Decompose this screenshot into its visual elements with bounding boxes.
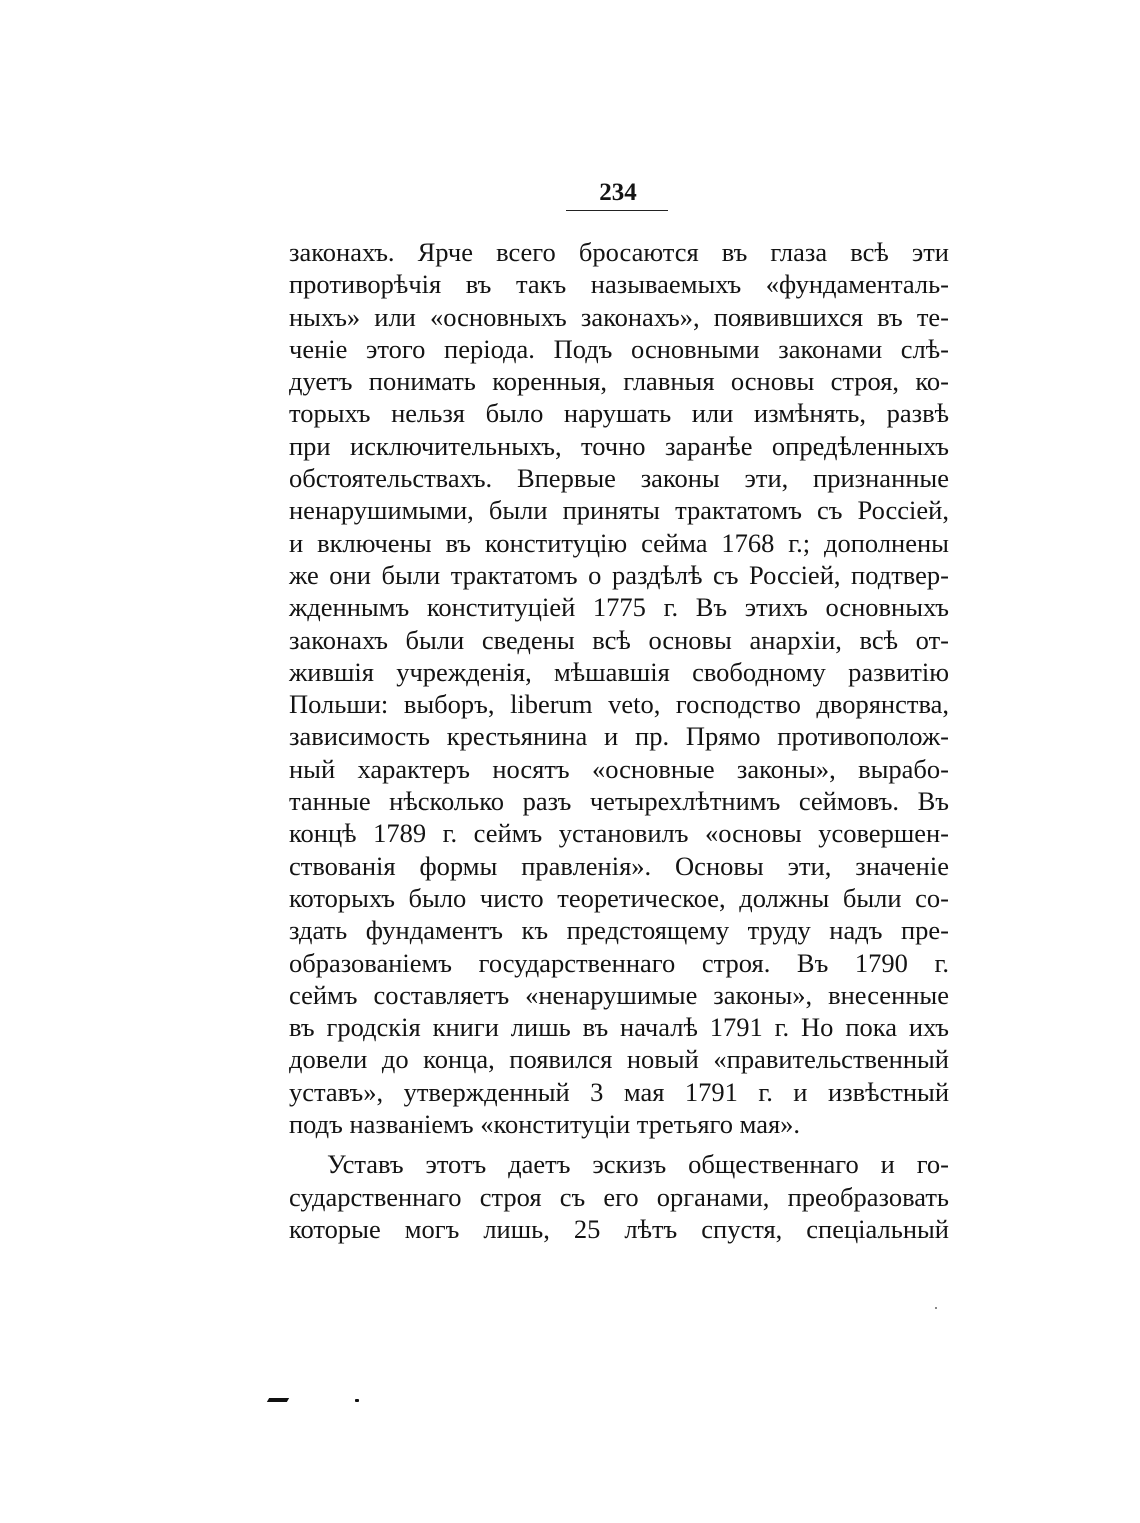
page-number: 234	[599, 179, 637, 206]
text-line: ный характеръ носятъ «основные законы», вырабо-	[289, 753, 949, 784]
text-line: ченіе этого періода. Подъ основными законами слѣ-	[289, 333, 949, 364]
text-line: довели до конца, появился новый «правительственный	[289, 1044, 949, 1075]
text-line: здать фундаментъ къ предстоящему труду надъ пре-	[289, 915, 949, 946]
paragraph	[289, 236, 949, 1140]
body-text	[289, 236, 949, 1245]
text-line: танные нѣсколько разъ четырехлѣтнимъ сеймовъ. Въ	[289, 786, 949, 817]
text-line: законахъ. Ярче всего бросаются въ глаза всѣ эти	[289, 237, 949, 267]
text-line: ствованія формы правленія». Основы эти, значеніе	[289, 850, 949, 881]
text-line: подъ названіемъ «конституціи третьяго мая».	[289, 1109, 801, 1140]
text-line: Уставъ этотъ даетъ эскизъ общественнаго и го-	[327, 1149, 949, 1180]
text-line: обстоятельствахъ. Впервые законы эти, признанные	[289, 463, 949, 494]
text-line: сударственнаго строя съ его органами, преобразовать	[289, 1181, 949, 1212]
text-line: сеймъ составляетъ «ненарушимые законы», внесенные	[289, 979, 949, 1010]
text-line: которые могъ лишь, 25 лѣтъ спустя, спеціальный	[289, 1213, 949, 1244]
text-line: ныхъ» или «основныхъ законахъ», появившихся въ те-	[289, 301, 949, 332]
text-line: торыхъ нельзя было нарушать или измѣнять, развѣ	[289, 398, 949, 429]
paragraph	[289, 1148, 949, 1245]
scan-mark	[935, 1307, 937, 1309]
text-line: въ гродскія книги лишь въ началѣ 1791 г. Но пока ихъ	[289, 1012, 949, 1043]
text-line: которыхъ было чисто теоретическое, должны были со-	[289, 882, 949, 913]
text-line: зависимость крестьянина и пр. Прямо противополож-	[289, 721, 949, 752]
page-number-rule	[566, 210, 668, 211]
text-line: противорѣчія въ такъ называемыхъ «фундаменталь-	[289, 269, 949, 300]
text-line: при исключительныхъ, точно заранѣе опредѣленныхъ	[289, 430, 949, 461]
text-line: жденнымъ конституціей 1775 г. Въ этихъ основныхъ	[289, 592, 949, 623]
scan-mark	[355, 1399, 359, 1402]
text-line: Польши: выборъ, liberum veto, господство дворянства,	[289, 689, 949, 720]
text-line: же они были трактатомъ о раздѣлѣ съ Россіей, подтвер-	[289, 559, 949, 590]
text-line: жившія учрежденія, мѣшавшія свободному развитію	[289, 656, 949, 687]
text-line: дуетъ понимать коренныя, главныя основы строя, ко-	[289, 366, 949, 397]
text-line: и включены въ конституцію сейма 1768 г.; дополнены	[289, 527, 949, 558]
text-line: образованіемъ государственнаго строя. Въ 1790 г.	[289, 947, 949, 978]
text-line: ненарушимыми, были приняты трактатомъ съ Россіей,	[289, 495, 949, 526]
text-line: концѣ 1789 г. сеймъ установилъ «основы усовершен-	[289, 818, 949, 849]
text-line: уставъ», утвержденный 3 мая 1791 г. и извѣстный	[289, 1076, 949, 1107]
paragraph-gap	[289, 1140, 949, 1148]
text-line: законахъ были сведены всѣ основы анархіи, всѣ от-	[289, 624, 949, 655]
scan-mark	[267, 1398, 289, 1402]
